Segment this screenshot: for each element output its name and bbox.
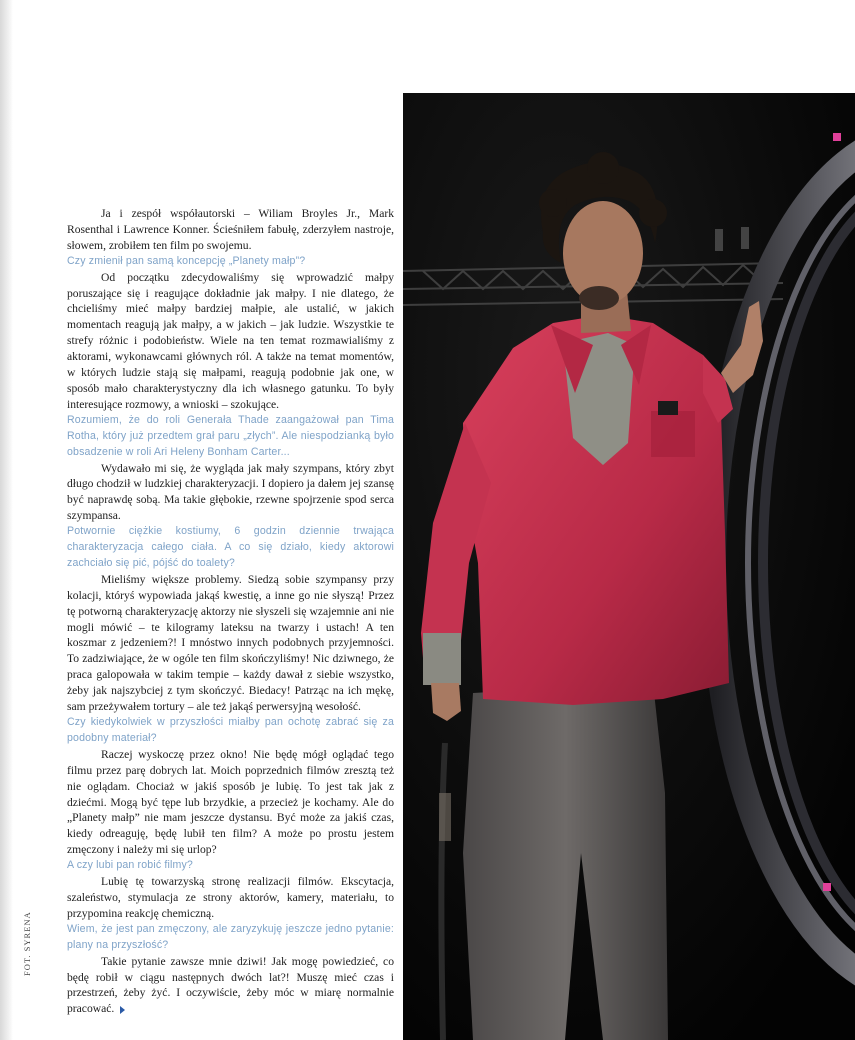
answer-paragraph: Lubię tę towarzyską stronę realizacji filmów. Ekscytacja, szaleństwo, stymulacja ze strony aktorów, kamery, materiału, to przypomina reakcję chemiczną.	[67, 875, 394, 920]
answer-paragraph: Od początku zdecydowaliśmy się wprowadzić małpy poruszające się i reagujące dokładnie jak małpy. I nie dlatego, że chcieliśmy mieć małpy bardziej małpie, ale ustalić, w jakich momentach reagują jak małpy, a w jakich – jak ludzie. Wszystkie te strefy różnic i podobieństw. Wiele na ten temat rozmawialiśmy z aktorami, wykonawcami głównych ról. A także na temat momentów, w których ludzie stają się małpami, reagują podobnie jak one, w sposób mało charakterystyczny dla ich własnego gatunku. To były interesujące rozmowy, a wnioski – szokujące.	[67, 270, 394, 411]
answer-paragraph-last	[67, 954, 394, 1018]
photo-illustration	[403, 93, 855, 1040]
photo-credit: FOT. SYRENA	[22, 911, 32, 976]
question-paragraph: Wiem, że jest pan zmęczony, ale zaryzykuję jeszcze jedno pytanie: plany na przyszłość?	[67, 922, 394, 951]
answer-text: Takie pytanie zawsze mnie dziwi! Jak mogę powiedzieć, co będę robił w ciągu następnych dwóch lat?! Muszę mieć czas i przestrzeń, żeby żyć. I oczywiście, żeby móc w miarę normalnie pracować.	[67, 954, 394, 1016]
film-set-photo	[403, 93, 855, 1040]
question-paragraph: Potwornie ciężkie kostiumy, 6 godzin dziennie trwająca charakteryzacja całego ciała. A co się działo, kiedy aktorowi zachciało się pić, pójść do toalety?	[67, 525, 394, 569]
question-paragraph: Czy kiedykolwiek w przyszłości miałby pan ochotę zabrać się za podobny materiał?	[67, 716, 394, 744]
question-paragraph: A czy lubi pan robić filmy?	[67, 859, 193, 872]
question-paragraph: Rozumiem, że do roli Generała Thade zaangażował pan Tima Rotha, który już przedtem grał paru „złych”. Ale niespodzianką było obsadzenie w roli Ari Heleny Bonham Carter...	[67, 413, 394, 458]
answer-paragraph: Mieliśmy większe problemy. Siedzą sobie szympansy przy kolacji, któryś wypowiada jakąś kwestię, a inne go nie słyszą! Przez tę potworną charakteryzację aktorzy nie słyszeli się wzajemnie ani nie mogli mówić – te kilogramy lateksu na twarzy i ustach! A ten koszmar z jedzeniem?! I mnóstwo innych podobnych przyjemności. To zadziwiające, że w ogóle ten film skończyliśmy! Nic dziwnego, że praca galopowała w takim tempie – każdy dawał z siebie wszystko, żeby jak najszybciej z tym skończyć. Biedacy! Patrząc na ich mękę, sam przeżywałem tortury – ale też jakąś perwersyjną wesołość.	[67, 572, 394, 714]
answer-paragraph: Raczej wyskoczę przez okno! Nie będę mógł oglądać tego filmu przez parę dobrych lat. Moich poprzednich filmów zresztą też nie oglądam. Chociaż w jakiś sposób je lubię. To jest tak jak z dziećmi. Mogą być tępe lub brzydkie, a przecież je kochamy. Ale do „Planety małp” nie mam jeszcze dystansu. Być może za jakiś czas, kiedy odreaguję, będę lubił ten film? A może po prostu jestem zmęczony i należy mi się urlop?	[67, 747, 394, 857]
question-paragraph: Czy zmienił pan samą koncepcję „Planety małp”?	[67, 254, 306, 267]
page-spine-edge	[0, 0, 13, 1040]
answer-paragraph: Ja i zespół współautorski – Wiliam Broyles Jr., Mark Rosenthal i Lawrence Konner. Ścieśniłem fabułę, zderzyłem nastroje, słowem, zrobiłem ten film po swojemu.	[67, 207, 394, 252]
answer-paragraph: Wydawało mi się, że wygląda jak mały szympans, który zbyt długo chodził w ludzkiej charakteryzacji. I dopiero ja dałem jej szansę być naprawdę sobą. Ma takie głębokie, rzewne spojrzenie spod serca szympansa.	[67, 461, 394, 523]
end-of-article-icon	[120, 1006, 125, 1014]
interview-article	[67, 206, 394, 1017]
